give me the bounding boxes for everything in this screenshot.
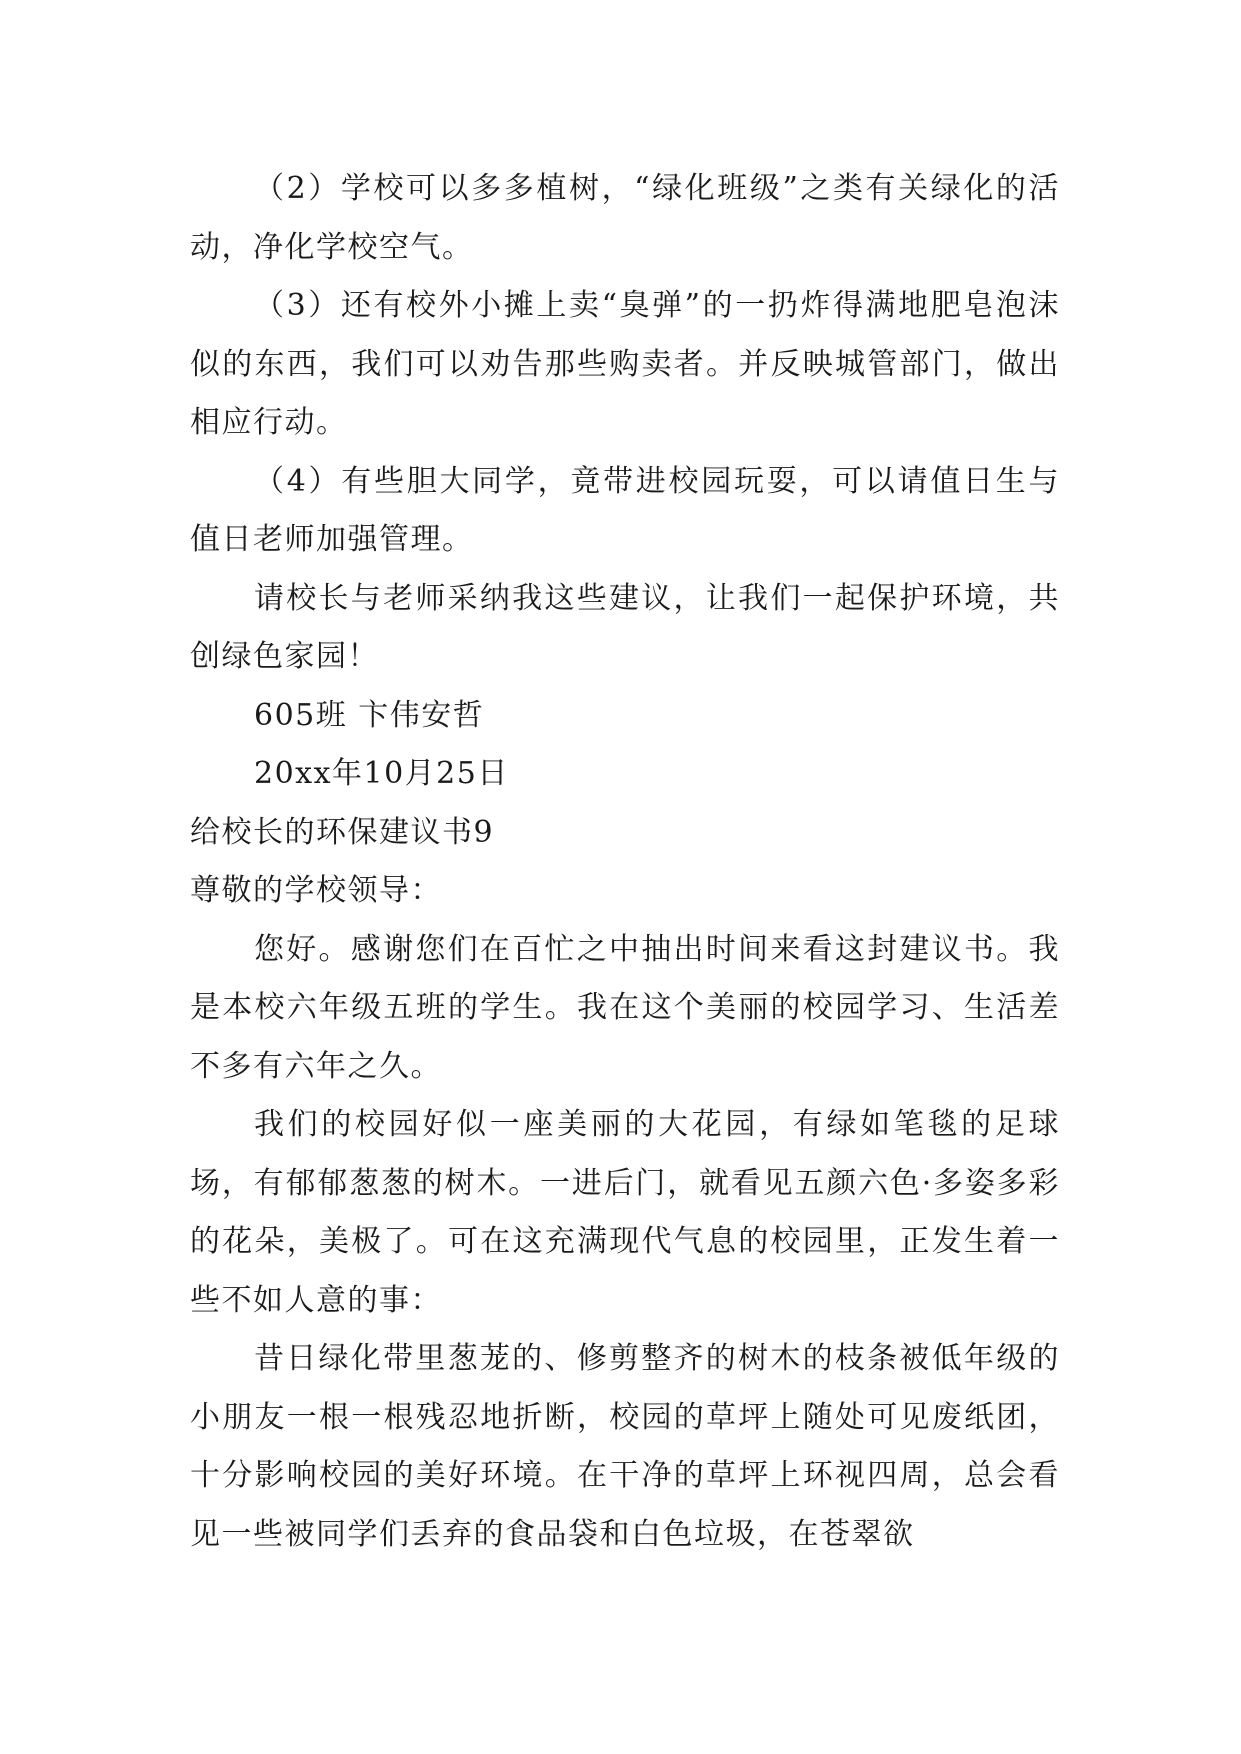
section-title: 给校长的环保建议书9: [190, 814, 495, 850]
signature-class-name: 605班 卞伟安哲: [254, 697, 485, 733]
body-paragraph-campus: 我们的校园好似一座美丽的大花园，有绿如笔毯的足球场，有郁郁葱葱的树木。一进后门，就看见五颜六色·多姿多彩的花朵，美极了。可在这充满现代气息的校园里，正发生着一些不如人意的事：: [190, 1107, 1060, 1318]
paragraph-suggestion-3: （3）还有校外小摊上卖“臭弹”的一扔炸得满地肥皂泡沫似的东西，我们可以劝告那些购卖者。并反映城管部门，做出相应行动。: [190, 288, 1060, 440]
paragraph-closing-request: 请校长与老师采纳我这些建议，让我们一起保护环境，共创绿色家园！: [190, 580, 1060, 674]
paragraph-suggestion-4: （4）有些胆大同学，竟带进校园玩耍，可以请值日生与值日老师加强管理。: [190, 463, 1060, 557]
body-paragraph-problems: 昔日绿化带里葱茏的、修剪整齐的树木的枝条被低年级的小朋友一根一根残忍地折断，校园的草坪上随处可见废纸团，十分影响校园的美好环境。在干净的草坪上环视四周，总会看见一些被同学们丢弃的食品袋和白色垃圾，在苍翠欲: [190, 1341, 1060, 1552]
signature-date: 20xx年10月25日: [254, 756, 509, 791]
body-paragraph-greeting: 您好。感谢您们在百忙之中抽出时间来看这封建议书。我是本校六年级五班的学生。我在这个美丽的校园学习、生活差不多有六年之久。: [190, 931, 1060, 1084]
document-body: [190, 160, 1060, 1564]
salutation: 尊敬的学校领导：: [190, 873, 442, 908]
paragraph-suggestion-2: （2）学校可以多多植树，“绿化班级”之类有关绿化的活动，净化学校空气。: [190, 171, 1060, 265]
